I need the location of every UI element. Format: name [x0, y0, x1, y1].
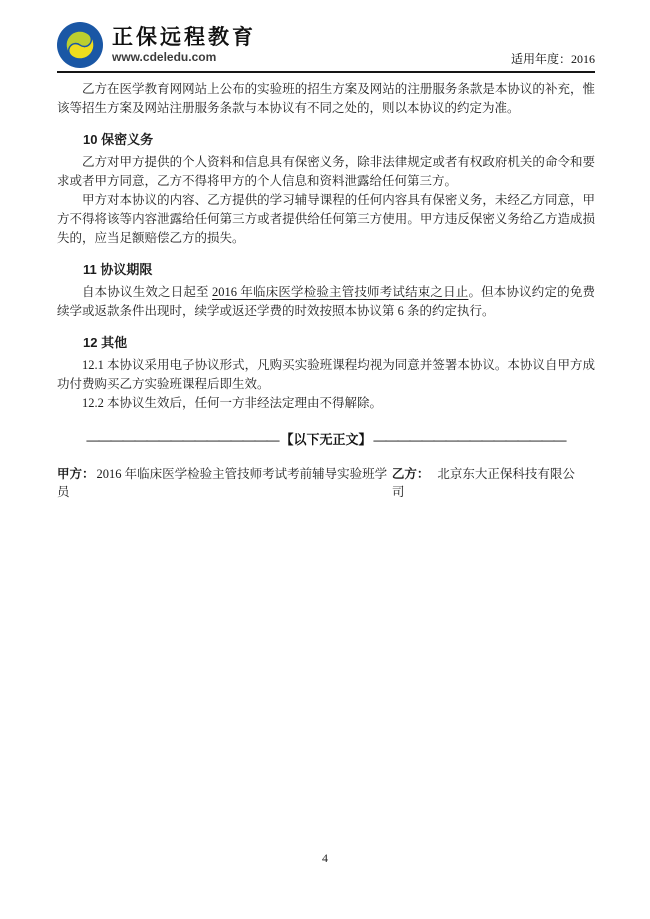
brand-text: [112, 26, 256, 65]
page-header: [57, 22, 595, 68]
party-a-value: 2016 年临床医学检验主管技师考试考前辅导实验班学员: [57, 467, 388, 499]
page-footer: [0, 851, 650, 866]
confidentiality-paragraph-2: 甲方对本协议的内容、乙方提供的学习辅导课程的任何内容具有保密义务，未经乙方同意，甲方不得将该等内容泄露给任何第三方或者提供给任何第三方使用。甲方违反保密义务给乙方造成损失的，应当足额赔偿乙方的损失。: [57, 193, 595, 245]
party-b-label: 乙方：: [391, 467, 430, 481]
document-body: [57, 80, 595, 449]
applicable-year-label: 适用年度：2016: [510, 52, 595, 66]
confidentiality-paragraph-1: 乙方对甲方提供的个人资料和信息具有保密义务，除非法律规定或者有权政府机关的命令和要求或者甲方同意，乙方不得将甲方的个人信息和资料泄露给任何第三方。: [57, 155, 595, 188]
party-b-value: 北京东大正保科技有限公司: [391, 467, 575, 499]
term-text-suffix: 。但本协议约定的免费续学或返款条件出现时，续学或返还学费的时效按照本协议第 6 条的约定执行。: [57, 285, 595, 318]
signature-row: [57, 464, 583, 500]
party-a-signature: [57, 464, 392, 500]
misc-paragraph-2: 12.2 本协议生效后，任何一方非经法定理由不得解除。: [82, 396, 383, 410]
brand-logo-icon: [57, 22, 103, 68]
brand-url: www.cdeledu.com: [112, 49, 217, 64]
page-number: 4: [322, 851, 328, 865]
section-heading-misc: 12 其他: [83, 335, 128, 350]
end-marker-left-dashes: ————————————————: [86, 432, 279, 447]
header-rule: [57, 71, 595, 73]
misc-paragraph-1: 12.1 本协议采用电子协议形式，凡购买实验班课程均视为同意并签署本协议。本协议自甲方成功付费购买乙方实验班课程后即生效。: [57, 358, 595, 391]
section-heading-confidentiality: 10 保密义务: [83, 132, 154, 147]
brand-block: [57, 22, 256, 68]
brand-name: 正保远程教育: [112, 25, 256, 49]
term-text-underlined: 2016 年临床医学检验主管技师考试结束之日止: [212, 285, 469, 299]
intro-paragraph: 乙方在医学教育网网站上公布的实验班的招生方案及网站的注册服务条款是本协议的补充，惟该等招生方案及网站注册服务条款与本协议有不同之处的，则以本协议的约定为准。: [57, 82, 595, 115]
end-of-text-marker: [57, 430, 595, 449]
party-b-signature: [392, 464, 583, 500]
end-marker-right-dashes: ————————————————: [373, 432, 566, 447]
end-marker-label: 【以下无正文】: [280, 432, 372, 447]
section-heading-term: 11 协议期限: [83, 262, 153, 277]
party-a-label: 甲方：: [57, 467, 95, 481]
term-text-prefix: 自本协议生效之日起至: [82, 285, 213, 299]
term-paragraph: [57, 283, 595, 321]
